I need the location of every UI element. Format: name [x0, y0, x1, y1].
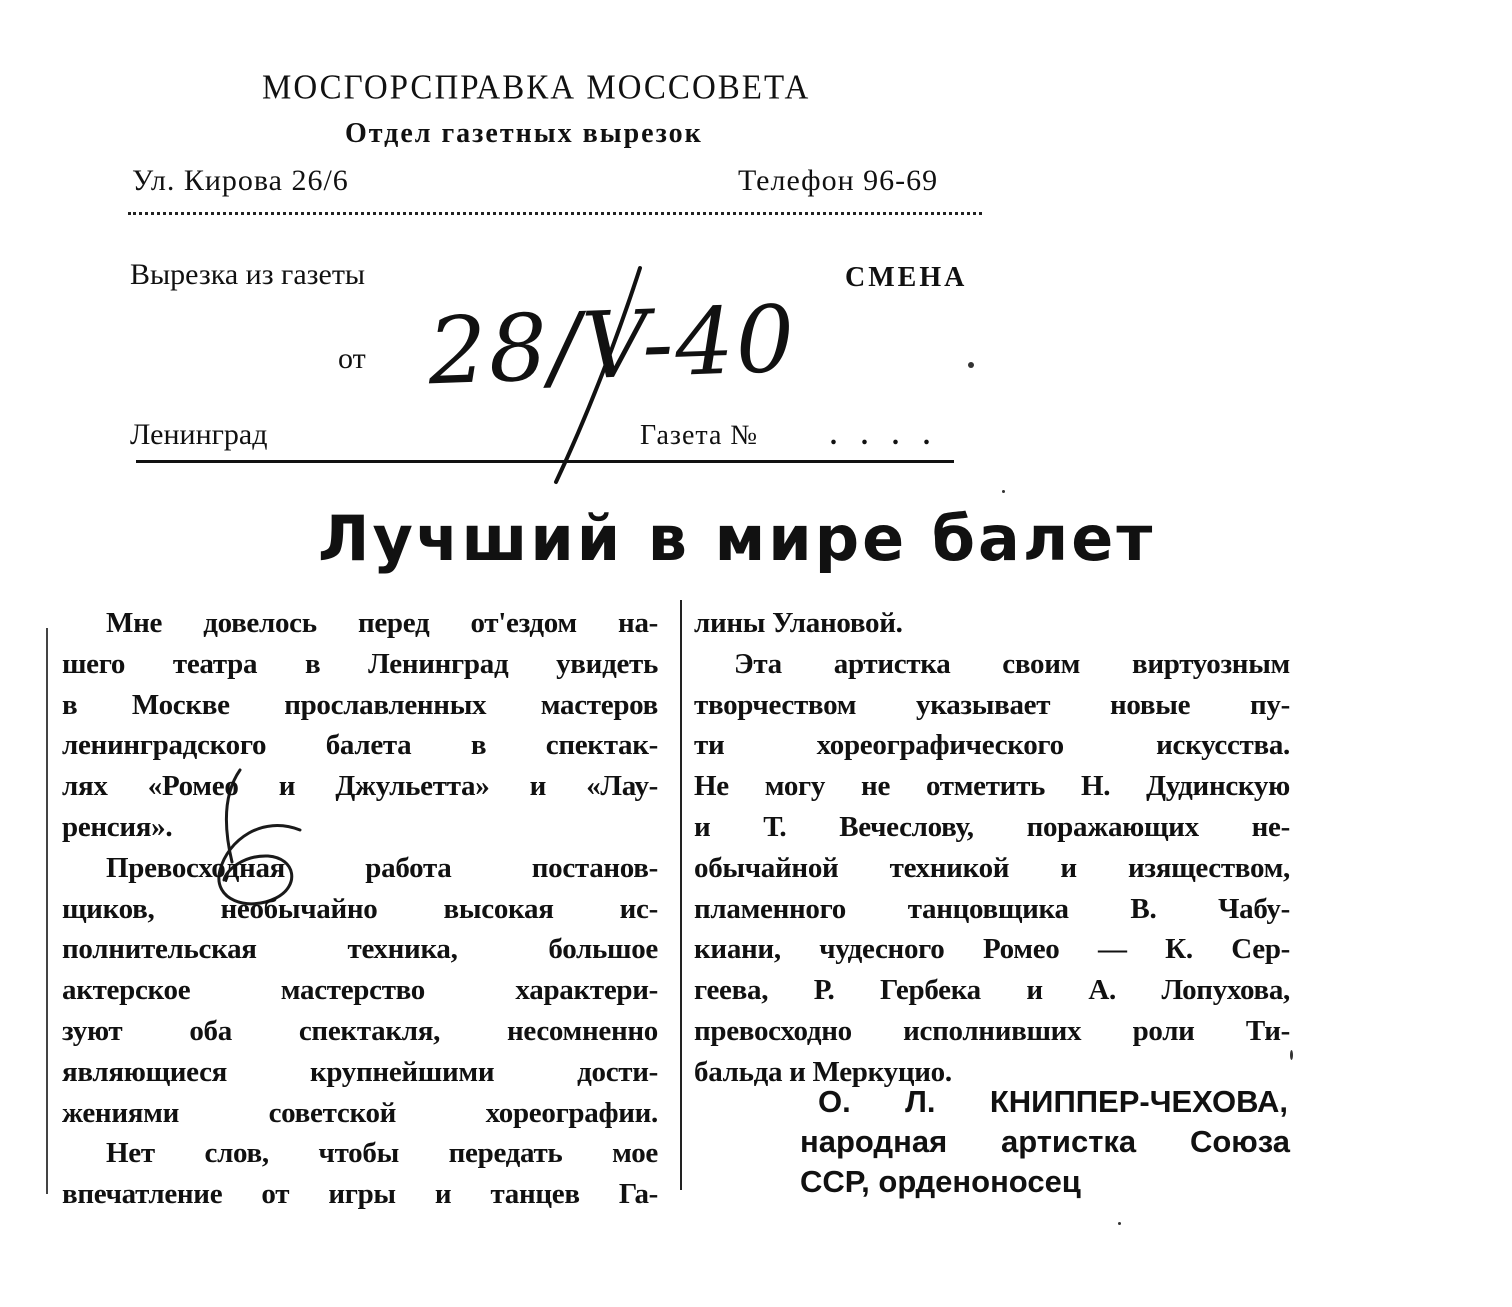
department-name: Отдел газетных вырезок — [345, 118, 703, 149]
author-initial-1: О. — [818, 1084, 851, 1119]
scan-speck — [968, 362, 974, 368]
scan-speck — [1002, 490, 1005, 493]
text-line: лины Улановой. — [694, 607, 903, 639]
issue-number-dots: .... — [830, 420, 954, 451]
article-headline: Лучший в мире балет — [318, 502, 1156, 575]
text-line: Мне довелось перед от'ездом на- — [106, 607, 658, 639]
author-name — [818, 1084, 1288, 1120]
article-right-column — [694, 603, 1290, 1093]
clipping-label: Вырезка из газеты — [130, 258, 366, 291]
text-line: полнительская техника, большое — [62, 933, 658, 966]
date-from-label: от — [338, 342, 366, 375]
handwritten-date: 28/V-40 — [426, 285, 798, 406]
text-line: Превосходная работа постанов- — [106, 851, 658, 884]
org-title: МОСГОРСПРАВКА МОССОВЕТА — [262, 69, 811, 107]
text-line: пламенного танцовщика В. Чабу- — [694, 892, 1290, 925]
text-line: впечатление от игры и танцев Га- — [62, 1178, 658, 1211]
text-line: превосходно исполнивших роли Ти- — [694, 1014, 1290, 1047]
scan-speck — [1290, 1050, 1293, 1060]
author-title-line-2: ССР, орденоносец — [800, 1164, 1081, 1199]
text-line: Нет слов, чтобы передать мое — [106, 1137, 658, 1170]
text-line: и Т. Вечеслову, поражающих не- — [694, 810, 1290, 843]
text-line: ренсия». — [62, 810, 173, 843]
text-line: бальда и Меркуцио. — [694, 1055, 952, 1088]
text-line: лях «Ромео и Джульетта» и «Лау- — [62, 770, 658, 803]
column-divider — [680, 600, 682, 1190]
text-line: в Москве прославленных мастеров — [62, 688, 658, 721]
title-word: артистка — [1000, 1124, 1137, 1159]
text-line: обычайной техникой и изяществом, — [694, 851, 1290, 884]
phone-number: Телефон 96-69 — [738, 164, 939, 197]
text-line: геева, Р. Гербека и А. Лопухова, — [694, 974, 1290, 1007]
author-surname: КНИППЕР-ЧЕХОВА, — [989, 1084, 1288, 1119]
address: Ул. Кирова 26/6 — [132, 164, 349, 197]
title-word: народная — [800, 1124, 948, 1159]
text-line: творчеством указывает новые пу- — [694, 688, 1290, 721]
scan-speck — [1118, 1222, 1121, 1225]
issue-number-label: Газета № — [640, 420, 759, 451]
text-line: Не могу не отметить Н. Дудинскую — [694, 770, 1290, 803]
text-line: ленинградского балета в спектак- — [62, 729, 658, 762]
text-line: щиков, необычайно высокая ис- — [62, 892, 658, 925]
text-line: зуют оба спектакля, несомненно — [62, 1014, 658, 1047]
text-line: ти хореографического искусства. — [694, 729, 1290, 762]
clipping-left-edge — [46, 628, 48, 1194]
handwritten-slash — [556, 268, 640, 482]
author-title-line-1 — [800, 1124, 1290, 1160]
author-initial-2: Л. — [905, 1084, 936, 1119]
text-line: шего театра в Ленинград увидеть — [62, 647, 658, 680]
text-line: жениями советской хореографии. — [62, 1096, 658, 1129]
city-name: Ленинград — [130, 418, 268, 451]
title-word: Союза — [1189, 1124, 1290, 1159]
text-line: киани, чудесного Ромео — К. Сер- — [694, 933, 1290, 966]
article-left-column — [62, 603, 658, 1215]
text-line: Эта артистка своим виртуозным — [734, 647, 1290, 680]
newspaper-name: СМЕНА — [845, 262, 968, 293]
text-line: являющиеся крупнейшими дости- — [62, 1055, 658, 1088]
text-line: актерское мастерство характери- — [62, 974, 658, 1007]
